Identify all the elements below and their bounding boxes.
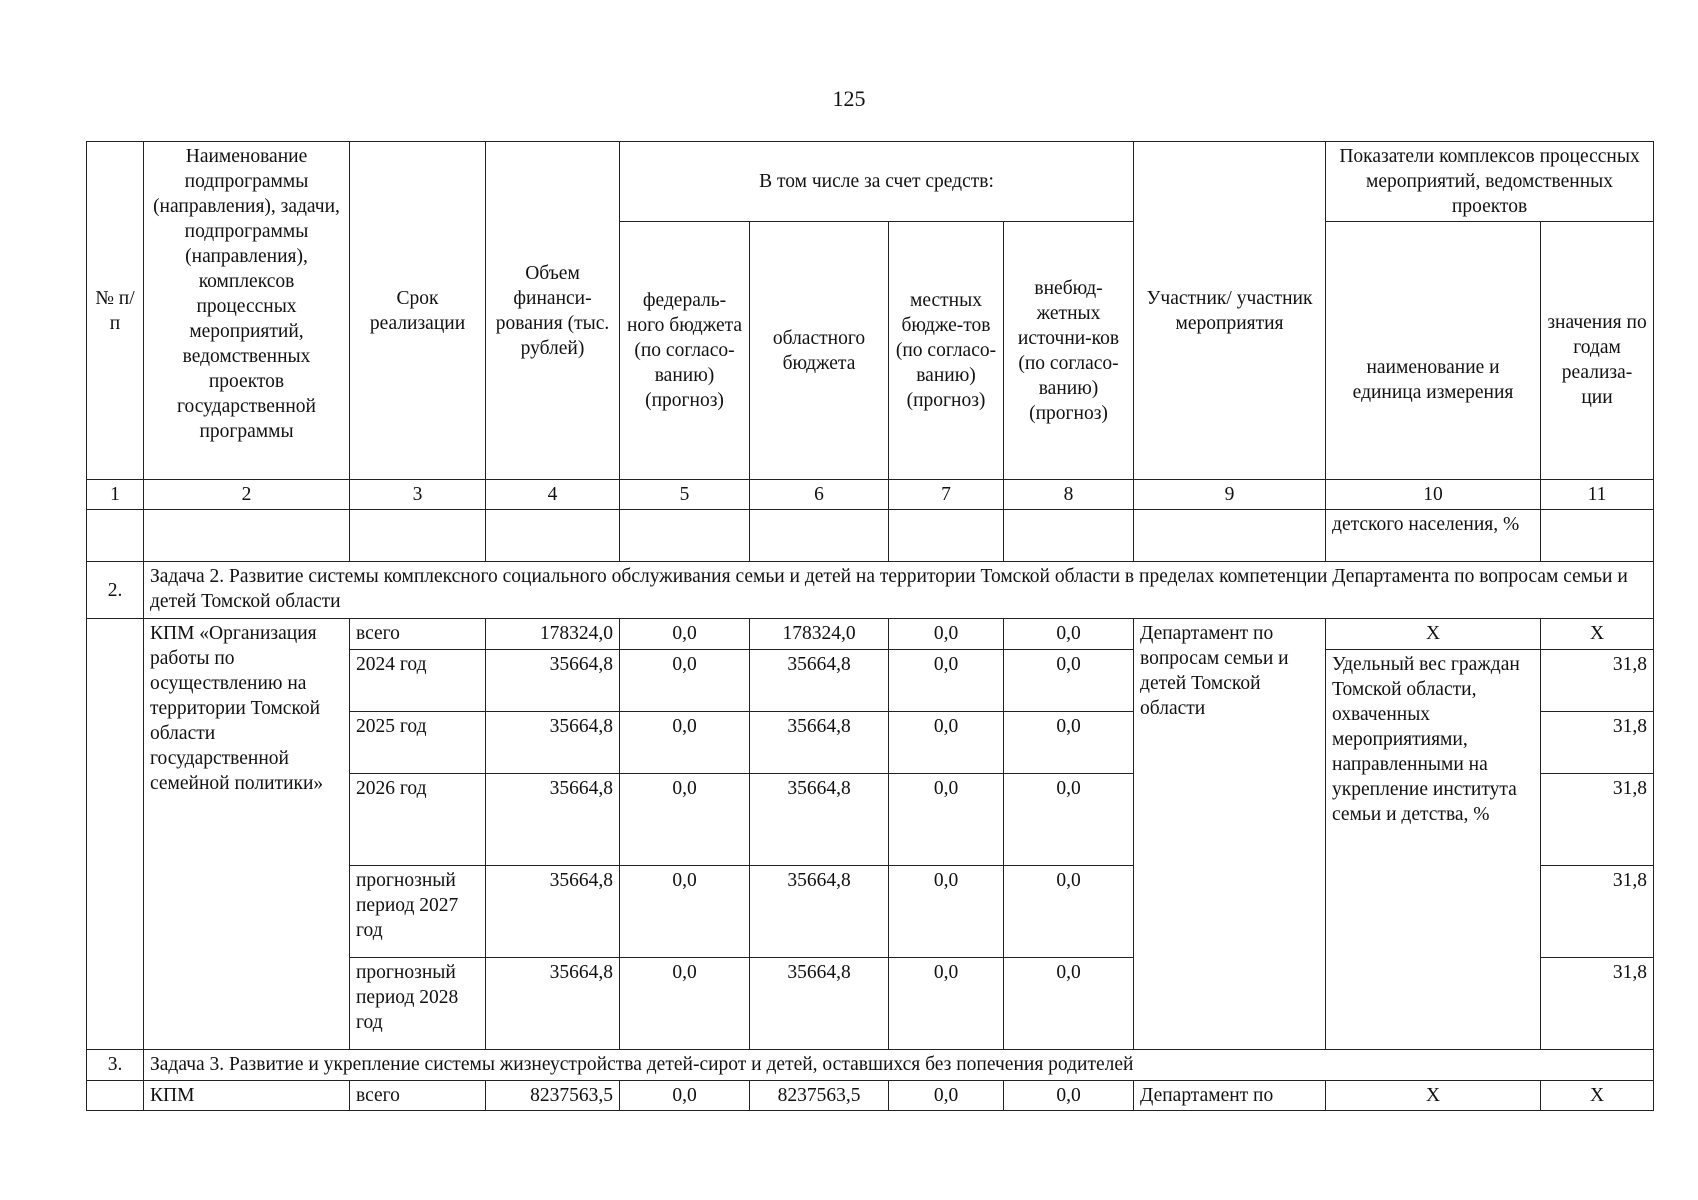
local-cell: 0,0: [889, 1081, 1004, 1111]
local-cell: 0,0: [889, 774, 1004, 866]
federal-cell: 0,0: [620, 774, 750, 866]
extra-cell: 0,0: [1004, 774, 1134, 866]
carry-over-row: [87, 510, 1654, 562]
indicator-value-cell: X: [1541, 1081, 1654, 1111]
task-text: Задача 3. Развитие и укрепление системы жизнеустройства детей-сирот и детей, оставшихся без попечения родителей: [144, 1050, 1654, 1081]
local-cell: 0,0: [889, 619, 1004, 650]
header-local: местных бюдже-тов (по согласо-ванию) (прогноз): [889, 222, 1004, 480]
task-number: 2.: [87, 562, 144, 619]
indicator-value-cell: 31,8: [1541, 958, 1654, 1050]
carry-over-text: детского населения, %: [1326, 510, 1541, 562]
local-cell: 0,0: [889, 958, 1004, 1050]
column-number: 9: [1134, 480, 1326, 510]
regional-cell: 35664,8: [750, 958, 889, 1050]
volume-cell: 8237563,5: [486, 1081, 620, 1111]
column-number: 1: [87, 480, 144, 510]
federal-cell: 0,0: [620, 619, 750, 650]
extra-cell: 0,0: [1004, 1081, 1134, 1111]
term-cell: 2024 год: [350, 650, 486, 712]
header-regional: областного бюджета: [750, 222, 889, 480]
program-table: [86, 141, 1654, 1111]
column-number: 2: [144, 480, 350, 510]
regional-cell: 35664,8: [750, 712, 889, 774]
task-row: [87, 1050, 1654, 1081]
header-name: Наименование подпрограммы (направления), задачи, подпрограммы (направления), комплексов процессных мероприятий, ведомственных проектов государственной программы: [144, 142, 350, 480]
kpm-row-total: [87, 1081, 1654, 1111]
extra-cell: 0,0: [1004, 650, 1134, 712]
kpm-row-total: [87, 619, 1654, 650]
header-ind-values: значения по годам реализа-ции: [1541, 222, 1654, 480]
term-cell: 2025 год: [350, 712, 486, 774]
term-cell: всего: [350, 619, 486, 650]
kpm-name: КПМ «Организация работы по осуществлению на территории Томской области государственной семейной политики»: [144, 619, 350, 1050]
indicator-name-cell: X: [1326, 619, 1541, 650]
header-federal: федераль-ного бюджета (по согласо-ванию) (прогноз): [620, 222, 750, 480]
indicator-value-cell: X: [1541, 619, 1654, 650]
task-row: [87, 562, 1654, 619]
term-cell: всего: [350, 1081, 486, 1111]
header-ind-name: наименование и единица измерения: [1326, 222, 1541, 480]
volume-cell: 35664,8: [486, 774, 620, 866]
column-number: 6: [750, 480, 889, 510]
indicator-value-cell: 31,8: [1541, 650, 1654, 712]
regional-cell: 35664,8: [750, 650, 889, 712]
extra-cell: 0,0: [1004, 866, 1134, 958]
column-numbers-row: [87, 480, 1654, 510]
regional-cell: 178324,0: [750, 619, 889, 650]
extra-cell: 0,0: [1004, 712, 1134, 774]
volume-cell: 178324,0: [486, 619, 620, 650]
local-cell: 0,0: [889, 712, 1004, 774]
indicator-value-cell: 31,8: [1541, 774, 1654, 866]
column-number: 11: [1541, 480, 1654, 510]
volume-cell: 35664,8: [486, 712, 620, 774]
volume-cell: 35664,8: [486, 650, 620, 712]
participant-cell: Департамент по: [1134, 1081, 1326, 1111]
header-indicators-group: Показатели комплексов процессных мероприятий, ведомственных проектов: [1326, 142, 1654, 222]
volume-cell: 35664,8: [486, 958, 620, 1050]
header-num: № п/п: [87, 142, 144, 480]
column-number: 8: [1004, 480, 1134, 510]
federal-cell: 0,0: [620, 712, 750, 774]
indicator-name-cell: Удельный вес граждан Томской области, охваченных мероприятиями, направленными на укрепление института семьи и детства, %: [1326, 650, 1541, 1050]
header-participant: Участник/ участник мероприятия: [1134, 142, 1326, 480]
task-number: 3.: [87, 1050, 144, 1081]
extra-cell: 0,0: [1004, 958, 1134, 1050]
column-number: 4: [486, 480, 620, 510]
extra-cell: 0,0: [1004, 619, 1134, 650]
term-cell: прогнозный период 2028 год: [350, 958, 486, 1050]
federal-cell: 0,0: [620, 958, 750, 1050]
regional-cell: 35664,8: [750, 774, 889, 866]
participant-cell: Департамент по вопросам семьи и детей Томской области: [1134, 619, 1326, 1050]
header-volume: Объем финанси-рования (тыс. рублей): [486, 142, 620, 480]
column-number: 10: [1326, 480, 1541, 510]
regional-cell: 35664,8: [750, 866, 889, 958]
federal-cell: 0,0: [620, 650, 750, 712]
volume-cell: 35664,8: [486, 866, 620, 958]
column-number: 3: [350, 480, 486, 510]
task-text: Задача 2. Развитие системы комплексного социального обслуживания семьи и детей на территории Томской области в пределах компетенции Департамента по вопросам семьи и детей Томской области: [144, 562, 1654, 619]
kpm-name: КПМ: [144, 1081, 350, 1111]
column-number: 5: [620, 480, 750, 510]
regional-cell: 8237563,5: [750, 1081, 889, 1111]
federal-cell: 0,0: [620, 866, 750, 958]
column-number: 7: [889, 480, 1004, 510]
indicator-value-cell: 31,8: [1541, 712, 1654, 774]
local-cell: 0,0: [889, 866, 1004, 958]
federal-cell: 0,0: [620, 1081, 750, 1111]
local-cell: 0,0: [889, 650, 1004, 712]
page-number: 125: [832, 86, 866, 111]
term-cell: 2026 год: [350, 774, 486, 866]
header-extra: внебюд-жетных источни-ков (по согласо-ванию) (прогноз): [1004, 222, 1134, 480]
term-cell: прогнозный период 2027 год: [350, 866, 486, 958]
indicator-name-cell: X: [1326, 1081, 1541, 1111]
header-term: Срок реализации: [350, 142, 486, 480]
header-funds-group: В том числе за счет средств:: [620, 142, 1134, 222]
indicator-value-cell: 31,8: [1541, 866, 1654, 958]
